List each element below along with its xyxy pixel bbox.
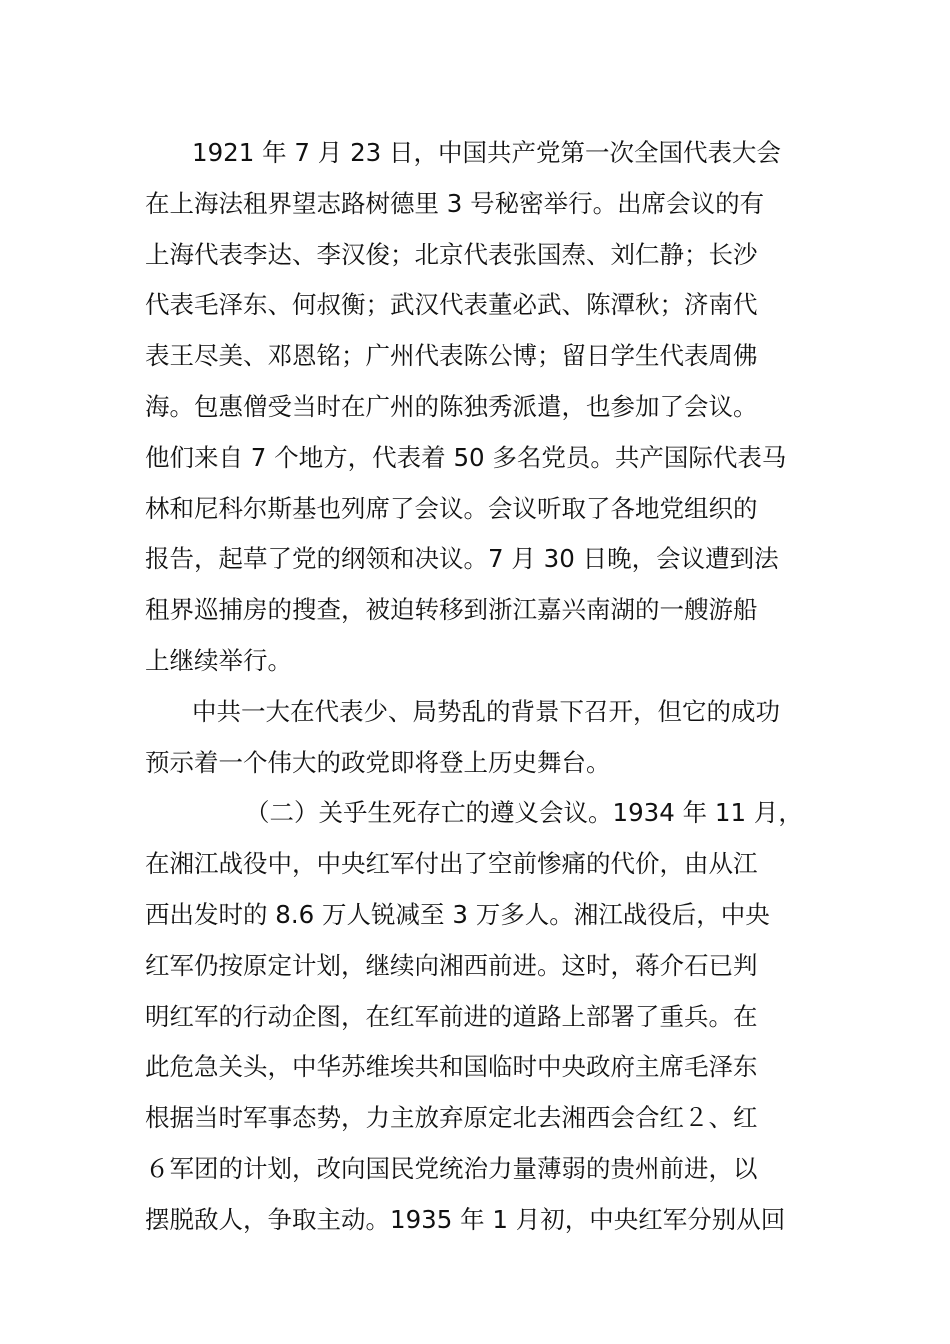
text-line: ６军团的计划，改向国民党统治力量薄弱的贵州前进，以 <box>145 1153 758 1183</box>
paragraph-significance <box>145 687 815 789</box>
text-line: 根据当时军事态势，力主放弃原定北去湘西会合红２、红 <box>145 1103 758 1133</box>
text-line: 明红军的行动企图，在红军前进的道路上部署了重兵。在 <box>145 1001 758 1031</box>
text-line: 摆脱敌人，争取主动。1935 年 1 月初，中央红军分别从回 <box>145 1204 786 1234</box>
text-line: 表王尽美、邓恩铭；广州代表陈公博；留日学生代表周佛 <box>145 341 758 371</box>
text-line: 海。包惠僧受当时在广州的陈独秀派遣，也参加了会议。 <box>145 391 758 421</box>
text-line: 租界巡捕房的搜查，被迫转移到浙江嘉兴南湖的一艘游船 <box>145 595 758 625</box>
text-line: 上海代表李达、李汉俊；北京代表张国焘、刘仁静；长沙 <box>145 239 758 269</box>
paragraph-zunyi-meeting <box>145 788 815 1245</box>
text-line: 在湘江战役中，中央红军付出了空前惨痛的代价，由从江 <box>145 849 758 879</box>
paragraph-first-congress <box>145 128 815 687</box>
text-line: 预示着一个伟大的政党即将登上历史舞台。 <box>145 747 611 777</box>
document-body <box>145 128 815 1246</box>
text-line: 1921 年 7 月 23 日，中国共产党第一次全国代表大会 <box>192 138 782 167</box>
text-line: 林和尼科尔斯基也列席了会议。会议听取了各地党组织的 <box>145 493 758 523</box>
text-line: 报告，起草了党的纲领和决议。7 月 30 日晚，会议遭到法 <box>145 544 779 574</box>
text-line: 上继续举行。 <box>145 645 292 675</box>
text-line: 他们来自 7 个地方，代表着 50 多名党员。共产国际代表马 <box>145 442 787 472</box>
text-line: 红军仍按原定计划，继续向湘西前进。这时，蒋介石已判 <box>145 950 758 980</box>
text-line: 中共一大在代表少、局势乱的背景下召开，但它的成功 <box>192 696 780 726</box>
text-line: 西出发时的 8.6 万人锐减至 3 万多人。湘江战役后，中央 <box>145 899 770 929</box>
text-line: 此危急关头，中华苏维埃共和国临时中央政府主席毛泽东 <box>145 1052 758 1082</box>
text-line: 在上海法租界望志路树德里 3 号秘密举行。出席会议的有 <box>145 188 765 218</box>
section-heading-line: （二）关乎生死存亡的遵义会议。1934 年 11 月， <box>245 798 803 828</box>
text-line: 代表毛泽东、何叔衡；武汉代表董必武、陈潭秋；济南代 <box>145 290 758 320</box>
